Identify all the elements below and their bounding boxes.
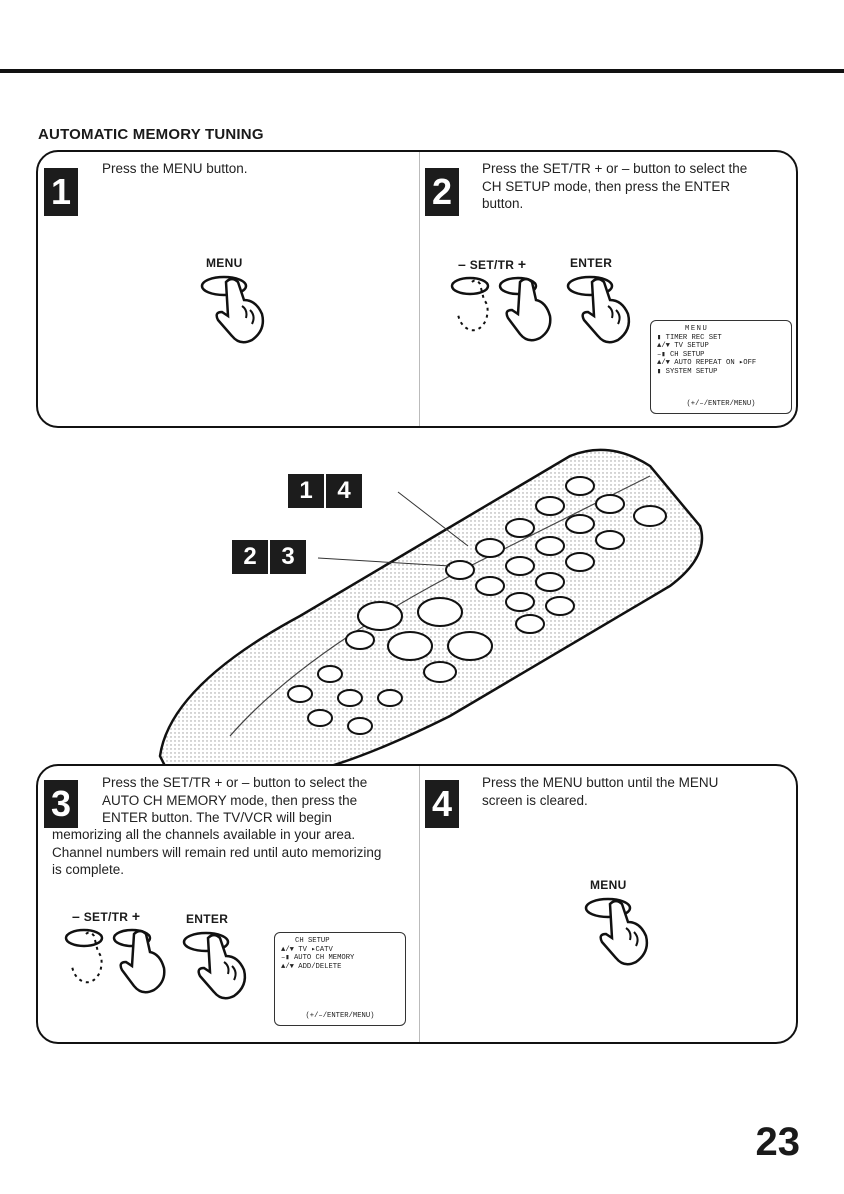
- callout-digit: 2: [232, 540, 268, 574]
- remote-key-power: [634, 506, 666, 526]
- callout-digit: 1: [288, 474, 324, 508]
- set-tr-minus-sign: –: [72, 908, 81, 924]
- menu-button-label: MENU: [206, 256, 243, 270]
- remote-key-ch-down: [388, 632, 432, 660]
- step-2-badge: 2: [425, 168, 459, 216]
- remote-key-ch-up: [418, 598, 462, 626]
- osd-line: ▲/▼ TV SETUP: [657, 342, 709, 351]
- osd-ch-setup-screen: [274, 932, 406, 1026]
- step-3-line: is complete.: [52, 862, 125, 877]
- remote-key-vol-minus: [358, 602, 402, 630]
- remote-key-program: [346, 631, 374, 649]
- remote-key-0: [506, 557, 534, 575]
- remote-key-4: [536, 497, 564, 515]
- step-3-line: AUTO CH MEMORY mode, then press the: [102, 792, 358, 808]
- remote-key-menu: [446, 561, 474, 579]
- page-number: 23: [755, 1120, 800, 1164]
- remote-key-9: [566, 553, 594, 571]
- panel-divider: [419, 152, 420, 426]
- step-4-text: [482, 774, 718, 809]
- osd-line: ▮ SYSTEM SETUP: [657, 367, 718, 376]
- callout-digit: 3: [270, 540, 306, 574]
- steps-panel-bottom: [36, 764, 798, 1044]
- remote-key-rec: [318, 666, 342, 682]
- section-title: AUTOMATIC MEMORY TUNING: [38, 126, 264, 143]
- remote-key-display: [516, 615, 544, 633]
- step-1-text: [102, 160, 248, 178]
- callout-digit: 4: [326, 474, 362, 508]
- hand-press-set-tr-icon: [446, 270, 556, 350]
- enter-button-label: ENTER: [570, 256, 613, 270]
- remote-key-call: [476, 539, 504, 557]
- osd-title: CH SETUP: [295, 937, 330, 945]
- remote-key-100: [536, 573, 564, 591]
- hand-press-enter-icon: [178, 926, 258, 1006]
- remote-control-illustration: [150, 436, 710, 776]
- osd-line: –▮ AUTO CH MEMORY: [281, 954, 355, 963]
- remote-key-6: [596, 531, 624, 549]
- osd-line: ▮ TIMER REC SET: [657, 333, 722, 342]
- remote-key-5: [566, 515, 594, 533]
- enter-button-label: ENTER: [186, 912, 229, 926]
- osd-line: ▲/▼ TV ▸CATV: [281, 945, 333, 954]
- osd-title: MENU: [685, 325, 709, 333]
- steps-panel-top: [36, 150, 798, 428]
- remote-key-mute: [546, 597, 574, 615]
- remote-key-2: [596, 495, 624, 513]
- step-4-line: screen is cleared.: [482, 792, 588, 808]
- set-tr-plus-sign: +: [517, 256, 527, 272]
- step-2-line: button.: [482, 196, 524, 211]
- step-3-line: ENTER button. The TV/VCR will begin: [102, 810, 332, 825]
- step-3-line: memorizing all the channels available in your area.: [52, 827, 356, 842]
- step-1-line: Press the MENU button.: [102, 161, 248, 176]
- set-tr-text: SET/TR: [469, 258, 515, 272]
- hand-press-set-tr-icon: [60, 922, 170, 1002]
- osd-line: –▮ CH SETUP: [657, 350, 705, 359]
- osd-line: ▲/▼ AUTO REPEAT ON ▸OFF: [657, 359, 757, 368]
- step-3-text-continued: [52, 826, 381, 879]
- step-4-badge: 4: [425, 780, 459, 828]
- step-4-line: Press the MENU button until the MENU: [482, 775, 719, 790]
- remote-key-8: [536, 537, 564, 555]
- remote-key-enter: [506, 593, 534, 611]
- step-1-badge: 1: [44, 168, 78, 216]
- step-2-line: Press the SET/TR + or – button to select the: [482, 161, 748, 176]
- remote-key-pause-still: [424, 662, 456, 682]
- osd-footer: (+/–/ENTER/MENU): [305, 1012, 375, 1021]
- menu-button-label: MENU: [590, 878, 627, 892]
- remote-key-7: [506, 519, 534, 537]
- panel-divider: [419, 766, 420, 1042]
- osd-menu-screen: [650, 320, 792, 414]
- step-3-badge: 3: [44, 780, 78, 828]
- top-rule: [0, 69, 844, 73]
- step-3-line: Press the SET/TR + or – button to select the: [102, 775, 368, 790]
- osd-footer: (+/–/ENTER/MENU): [686, 400, 756, 409]
- step-2-line: CH SETUP mode, then press the ENTER: [482, 178, 731, 194]
- osd-line: ▲/▼ ADD/DELETE: [281, 962, 342, 971]
- remote-key-set-tr: [476, 577, 504, 595]
- hand-press-enter-icon: [562, 270, 642, 350]
- remote-key-1: [566, 477, 594, 495]
- step-3-line: Channel numbers will remain red until auto memorizing: [52, 844, 382, 860]
- step-3-text: [102, 774, 367, 827]
- set-tr-minus-sign: –: [458, 256, 467, 272]
- set-tr-plus-sign: +: [131, 908, 141, 924]
- hand-press-menu-icon: [580, 892, 660, 972]
- remote-key-vol-plus: [448, 632, 492, 660]
- step-2-text: [482, 160, 747, 213]
- set-tr-text: SET/TR: [83, 910, 129, 924]
- hand-press-menu-icon: [196, 270, 276, 350]
